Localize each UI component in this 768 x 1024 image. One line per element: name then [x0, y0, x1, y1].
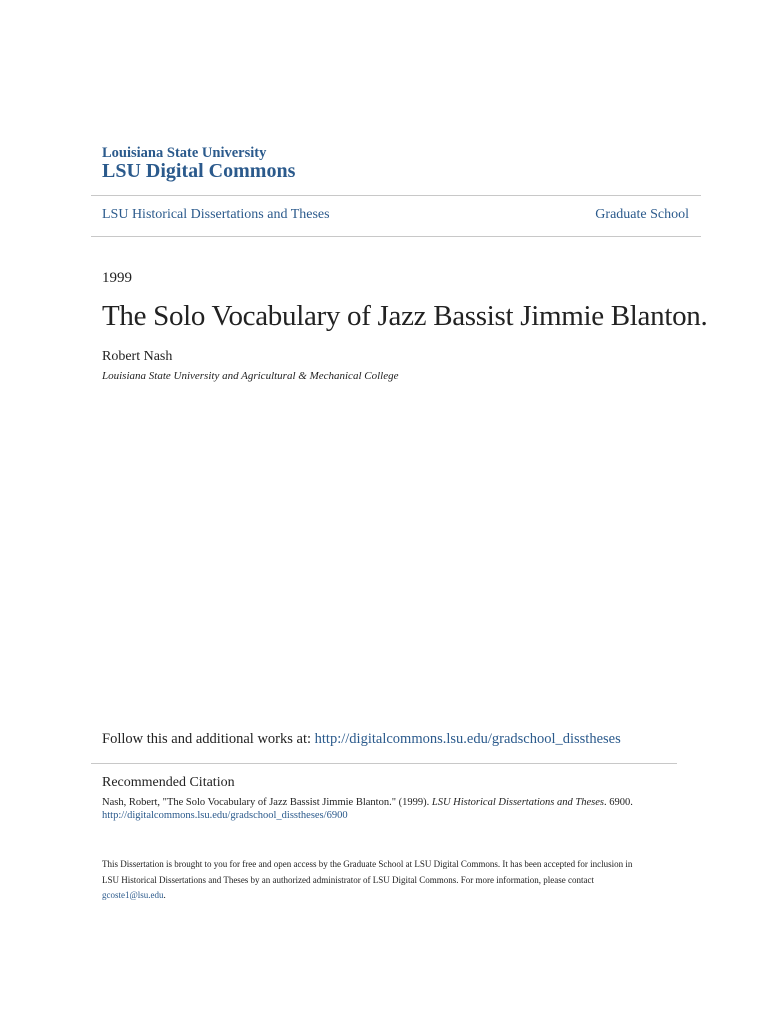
follow-label: Follow this and additional works at: [102, 731, 315, 747]
follow-line [102, 731, 621, 748]
collection-link[interactable]: LSU Historical Dissertations and Theses [102, 207, 330, 222]
graduate-school-link[interactable]: Graduate School [595, 207, 689, 222]
citation-suffix: . 6900. [603, 797, 633, 808]
author-name: Robert Nash [102, 349, 173, 364]
author-affiliation: Louisiana State University and Agricultural & Mechanical College [102, 370, 399, 382]
publication-year: 1999 [102, 270, 132, 286]
citation-divider [91, 763, 677, 764]
citation-prefix: Nash, Robert, "The Solo Vocabulary of Jazz Bassist Jimmie Blanton." (1999). [102, 797, 432, 808]
citation-text [102, 797, 633, 808]
recommended-citation-heading: Recommended Citation [102, 775, 235, 790]
repository-name[interactable]: LSU Digital Commons [102, 160, 296, 182]
contact-email-link[interactable]: gcoste1@lsu.edu [102, 890, 164, 900]
notice-line-1: This Dissertation is brought to you for free and open access by the Graduate School at LSU Digital Commons. It has been accepted for inclusion in [102, 859, 633, 869]
notice-line-2: LSU Historical Dissertations and Theses by an authorized administrator of LSU Digital Commons. For more information, please contact [102, 874, 594, 885]
citation-url-link[interactable]: http://digitalcommons.lsu.edu/gradschool_disstheses/6900 [102, 810, 348, 821]
notice-line-3 [102, 888, 662, 904]
header-divider-bottom [91, 236, 701, 237]
paper-title: The Solo Vocabulary of Jazz Bassist Jimmie Blanton. [102, 300, 708, 332]
institution-name: Louisiana State University [102, 145, 267, 161]
access-notice [102, 857, 662, 904]
follow-url-link[interactable]: http://digitalcommons.lsu.edu/gradschool_disstheses [314, 731, 621, 747]
header-divider-top [91, 195, 701, 196]
notice-end: . [163, 890, 166, 900]
citation-series: LSU Historical Dissertations and Theses [431, 797, 604, 808]
